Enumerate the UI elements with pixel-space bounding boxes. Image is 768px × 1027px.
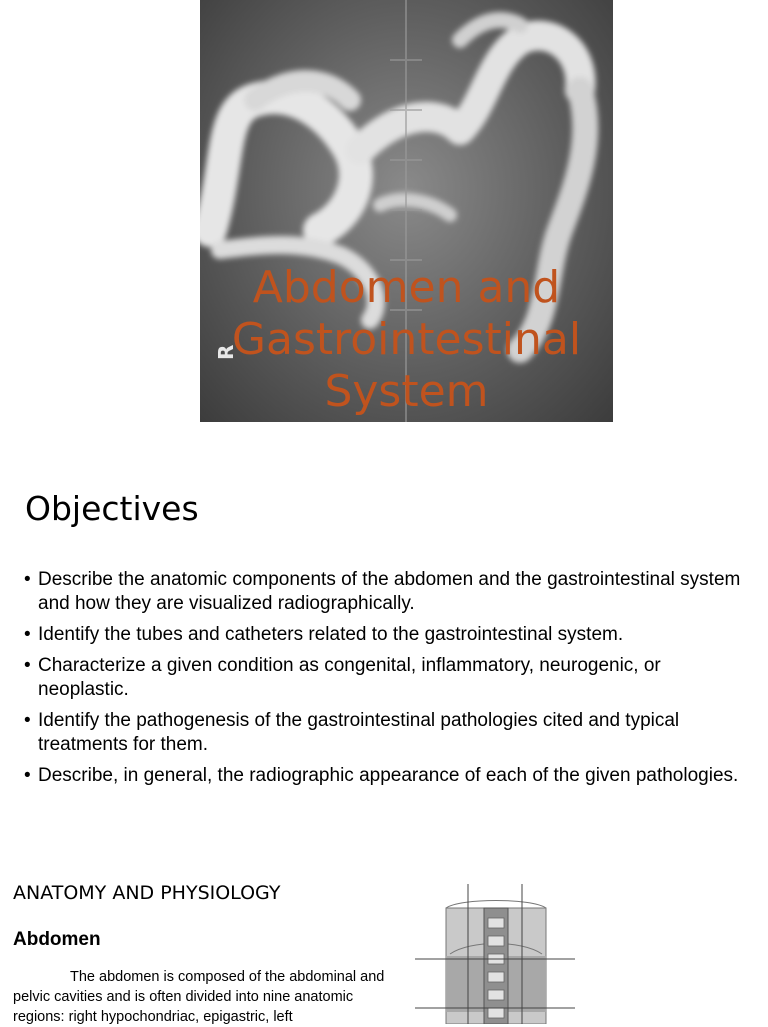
objective-item: • Describe the anatomic components of the abdomen and the gastrointestinal system and how they are visualized radiographically.: [24, 568, 744, 616]
objective-item: • Characterize a given condition as congenital, inflammatory, neurogenic, or neoplastic.: [24, 654, 744, 702]
body-paragraph: The abdomen is composed of the abdominal and pelvic cavities and is often divided into nine anatomic regions: right hypochondriac, epigastric, left: [13, 969, 385, 1025]
section-heading: ANATOMY AND PHYSIOLOGY: [13, 882, 281, 904]
slide-title: Abdomen and Gastrointestinal System: [231, 262, 582, 417]
objectives-heading: Objectives: [25, 489, 199, 528]
objective-item: • Describe, in general, the radiographic appearance of each of the given pathologies.: [24, 764, 744, 788]
objectives-list: [24, 568, 744, 795]
radiograph-side-marker: R: [214, 344, 238, 360]
objective-item: • Identify the tubes and catheters related to the gastrointestinal system.: [24, 623, 744, 647]
subsection-heading: Abdomen: [13, 929, 101, 950]
objective-item: • Identify the pathogenesis of the gastrointestinal pathologies cited and typical treatments for them.: [24, 709, 744, 757]
abdominal-regions-diagram: [410, 884, 580, 1024]
